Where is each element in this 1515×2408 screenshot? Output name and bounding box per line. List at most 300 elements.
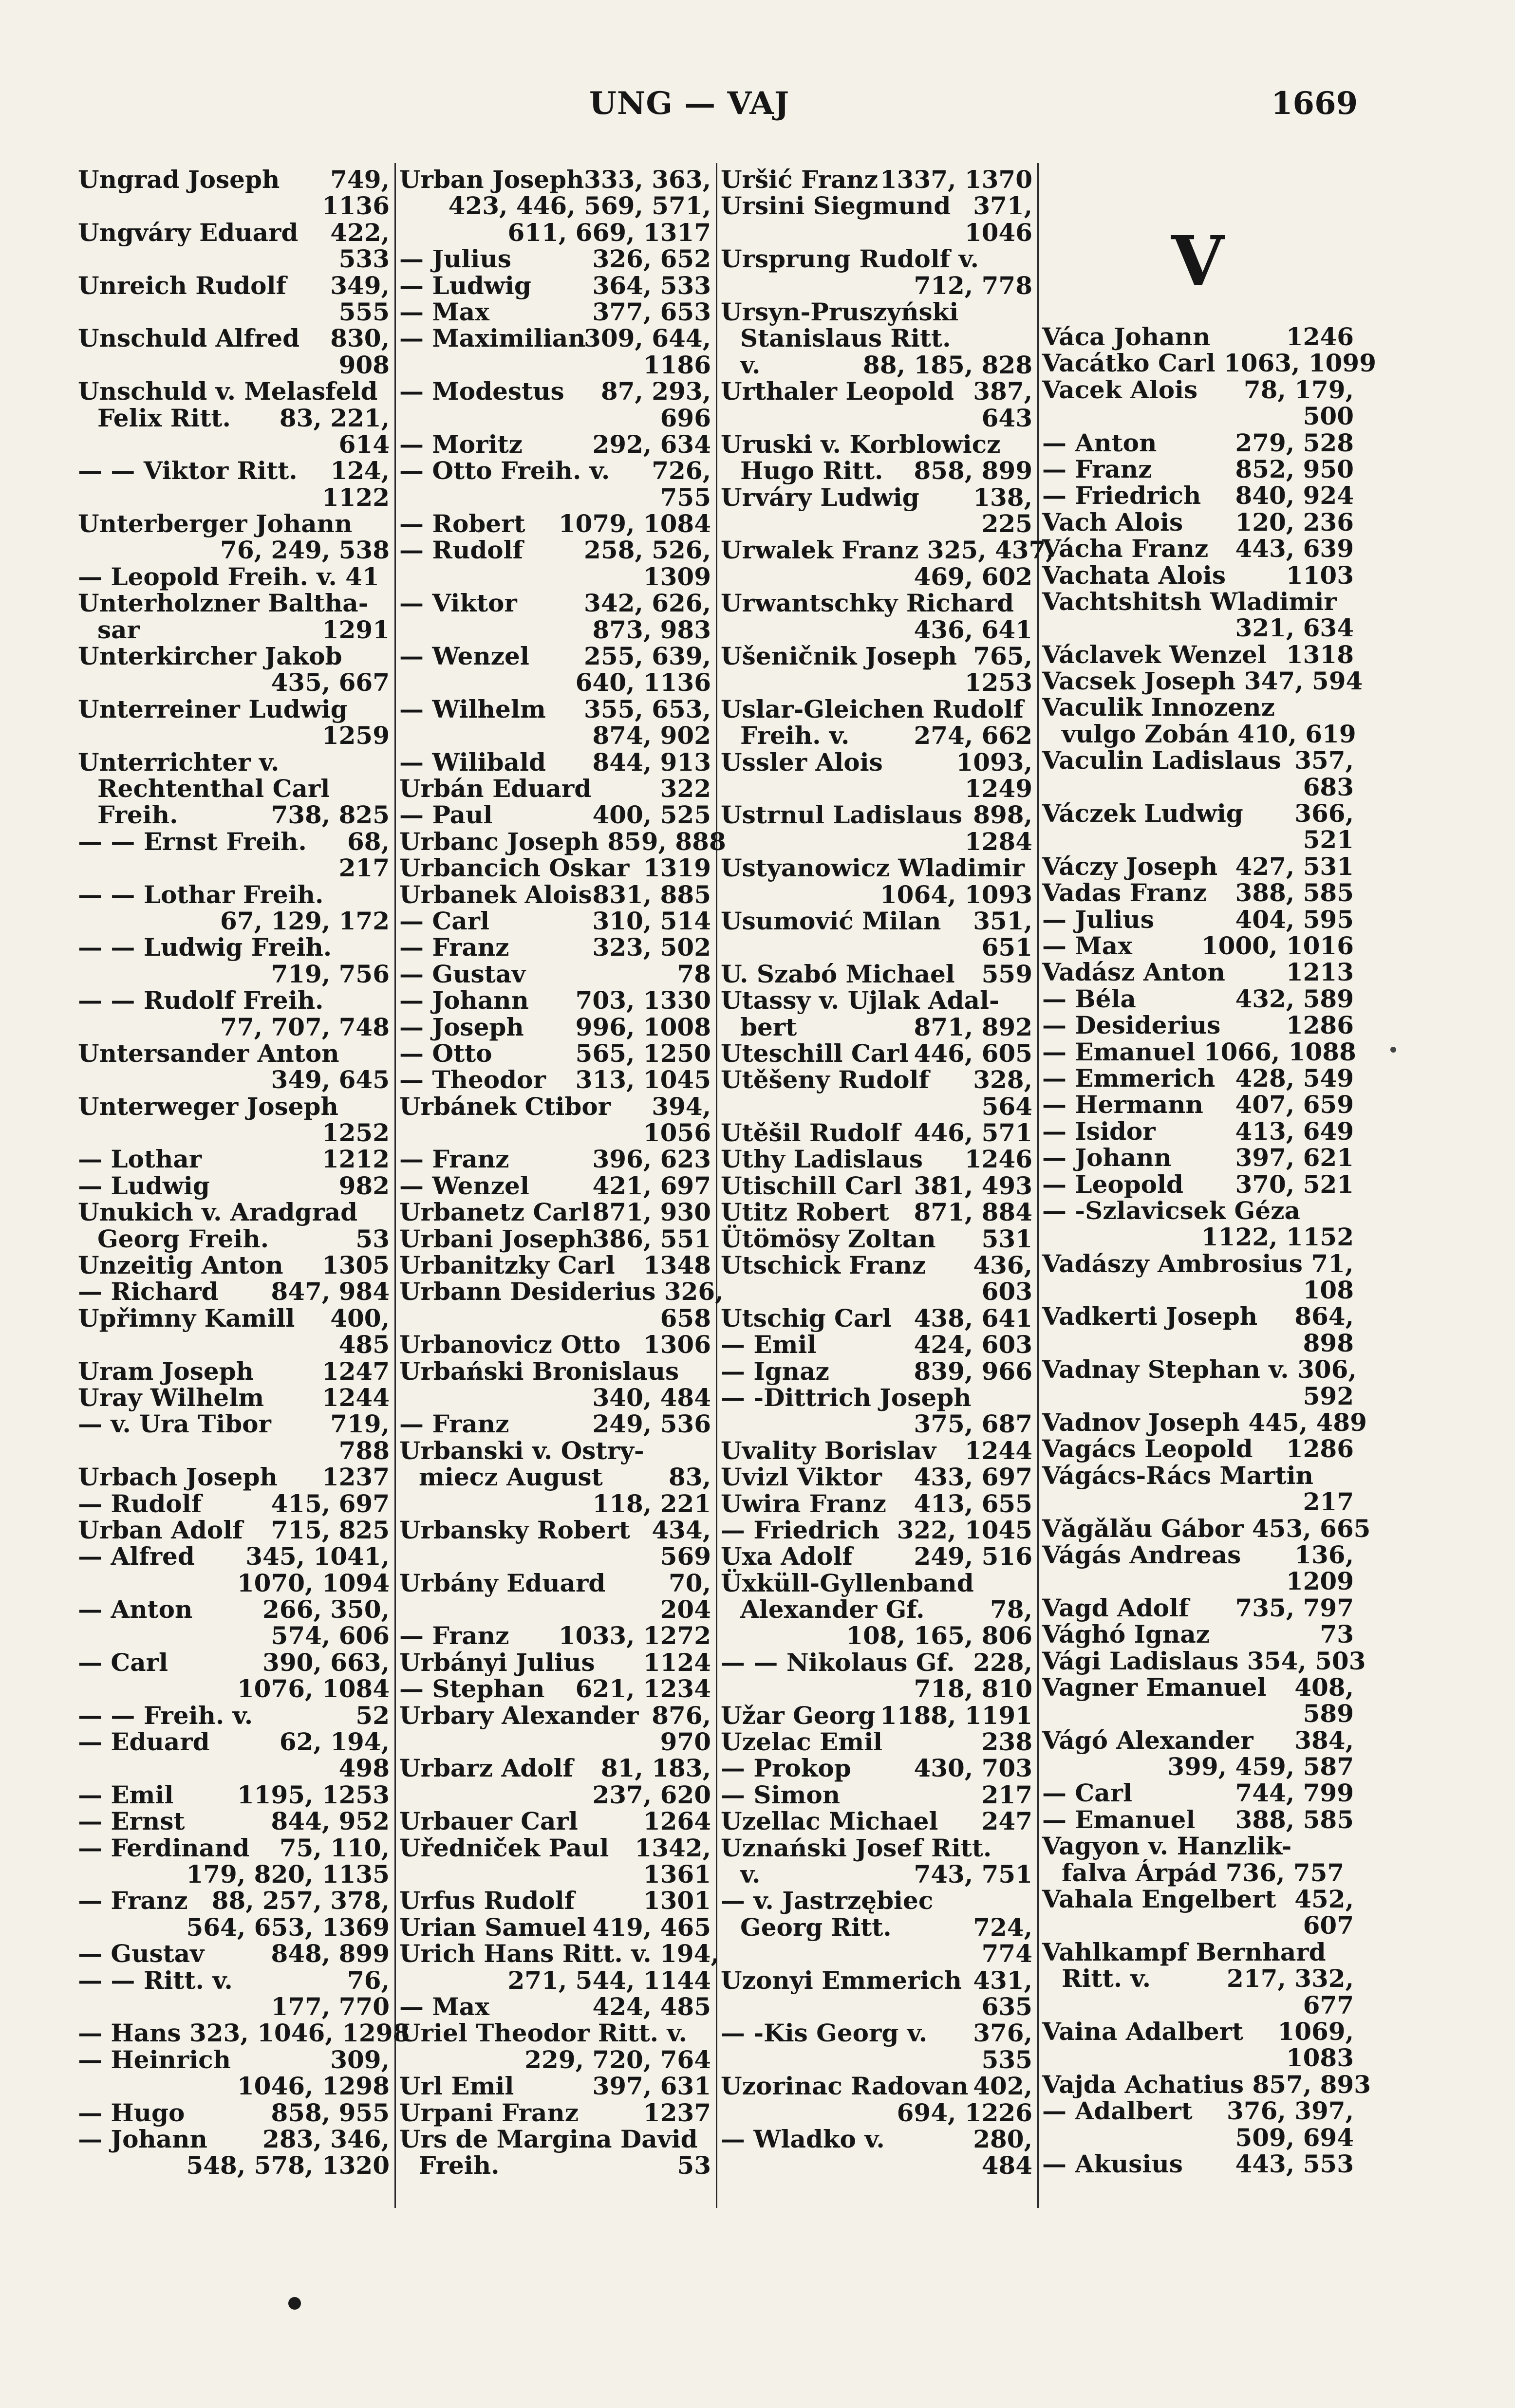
index-line [78, 1517, 390, 1543]
entry-name: Url Emil [399, 2072, 514, 2101]
entry-page-numbers: 1252 [321, 1118, 390, 1148]
entry-page-numbers: 1033, 1272 [558, 1621, 711, 1650]
index-line [399, 1093, 711, 1120]
entry-name: Unterweger Joseph [78, 1092, 338, 1121]
index-line [78, 431, 390, 458]
entry-page-numbers: 683 [1303, 772, 1354, 801]
entry-name: — -Dittrich Joseph [721, 1383, 972, 1412]
index-line [1042, 1754, 1354, 1780]
index-line [721, 749, 1032, 776]
index-line [78, 564, 390, 590]
entry-name: Ussler Alois [721, 747, 883, 777]
index-line [399, 1067, 711, 1093]
index-line [1042, 1224, 1354, 1250]
entry-name: Uzorinac Radovan [721, 2072, 969, 2101]
entry-name: — Johann [78, 2124, 207, 2153]
entry-page-numbers: 274, 662 [914, 721, 1032, 750]
entry-page-numbers: 1136 [321, 191, 390, 221]
entry-page-numbers: 535 [981, 2045, 1032, 2074]
entry-name: — Prokop [721, 1754, 851, 1783]
entry-name: Utschick Franz [721, 1251, 926, 1280]
entry-name: — Emanuel [1042, 1805, 1196, 1834]
entry-page-numbers: 108, 165, 806 [846, 1621, 1032, 1650]
entry-name: Uram Joseph [78, 1356, 254, 1386]
entry-name: Utschig Carl [721, 1303, 892, 1333]
entry-page-numbers: 788 [338, 1436, 390, 1465]
index-line [78, 1120, 390, 1146]
entry-name: Vagács Leopold [1042, 1434, 1253, 1463]
index-column-1 [78, 165, 410, 2180]
index-line [1042, 1939, 1354, 1965]
index-line [1042, 1833, 1354, 1859]
index-line [721, 1067, 1032, 1093]
index-line [1042, 1912, 1354, 1939]
index-line [78, 193, 390, 219]
entry-page-numbers: 108 [1303, 1276, 1354, 1305]
index-line [1042, 1251, 1354, 1277]
entry-page-numbers: 376, 397, [1227, 2096, 1354, 2126]
index-line [399, 1332, 711, 1358]
index-line [78, 1755, 390, 1781]
entry-name: — Johann [399, 986, 529, 1015]
entry-page-numbers: 719, [330, 1409, 390, 1439]
entry-page-numbers: 427, 531 [1235, 852, 1354, 881]
index-line [78, 352, 390, 378]
entry-page-numbers: 1319 [643, 853, 711, 883]
entry-page-numbers: 749, [330, 165, 390, 194]
entry-page-numbers: 1070, 1094 [237, 1568, 390, 1597]
entry-name: — v. Ura Tibor [78, 1409, 271, 1439]
entry-name: Georg Ritt. [740, 1912, 892, 1942]
index-line [721, 2047, 1032, 2073]
index-line [1042, 1436, 1354, 1462]
entry-page-numbers: 607 [1303, 1911, 1354, 1940]
entry-page-numbers: 1076, 1084 [237, 1674, 390, 1704]
page-header [0, 85, 1515, 139]
entry-name: Urpani Franz [399, 2098, 579, 2127]
entry-name: — Eduard [78, 1727, 210, 1757]
entry-page-numbers: 1237 [321, 1463, 390, 1492]
entry-page-numbers: 898, [973, 800, 1032, 830]
entry-page-numbers: 394, [652, 1092, 711, 1121]
index-line [78, 405, 390, 431]
index-line [1042, 1039, 1354, 1065]
entry-page-numbers: 1318 [1286, 640, 1354, 669]
entry-page-numbers: 603 [981, 1277, 1032, 1306]
entry-page-numbers: 387, [973, 377, 1032, 406]
index-line [78, 617, 390, 643]
index-line [399, 1491, 711, 1517]
index-line [1042, 562, 1354, 589]
entry-page-numbers: 1213 [1286, 958, 1354, 987]
entry-page-numbers: 407, 659 [1235, 1090, 1354, 1119]
index-line [721, 1358, 1032, 1385]
index-line [1042, 403, 1354, 429]
index-line [1042, 349, 1377, 378]
entry-page-numbers: 844, 913 [592, 747, 711, 777]
index-line [78, 855, 390, 881]
entry-name: Vághó Ignaz [1042, 1620, 1210, 1649]
index-line [1042, 1780, 1354, 1806]
entry-page-numbers: 67, 129, 172 [220, 906, 390, 935]
index-line [399, 2020, 711, 2046]
entry-page-numbers: 774 [981, 1939, 1032, 1968]
index-line [78, 882, 390, 908]
entry-page-numbers: 357, [1294, 746, 1354, 775]
index-line [78, 669, 390, 696]
index-line [1042, 1621, 1354, 1648]
index-line [721, 1014, 1032, 1040]
entry-page-numbers: 377, 653 [592, 297, 711, 326]
index-line [721, 299, 1032, 325]
entry-page-numbers: 548, 578, 1320 [186, 2151, 390, 2180]
entry-name: — Moritz [399, 429, 523, 459]
entry-name: Vagd Adolf [1042, 1593, 1189, 1622]
index-line [721, 1808, 1032, 1834]
index-line [78, 1411, 390, 1437]
entry-name: — -Kis Georg v. [721, 2019, 928, 2048]
entry-page-numbers: 364, 533 [592, 271, 711, 300]
entry-name: — Heinrich [78, 2045, 231, 2074]
entry-name: Vǎgǎlǎu Gábor 453, 665 [1042, 1514, 1371, 1543]
index-line [1042, 1568, 1354, 1594]
index-line [721, 617, 1032, 643]
entry-name: Uzelac Emil [721, 1727, 883, 1757]
index-line [399, 167, 711, 193]
entry-name: Vajda Achatius 857, 893 [1042, 2070, 1371, 2099]
entry-name: Upřimny Kamill [78, 1303, 295, 1333]
entry-page-numbers: 177, 770 [271, 1992, 390, 2021]
entry-page-numbers: 565, 1250 [575, 1038, 711, 1068]
index-line [721, 1861, 1032, 1888]
entry-name: — Friedrich [1042, 481, 1201, 510]
entry-page-numbers: 755 [660, 482, 711, 512]
index-line [721, 1941, 1032, 1967]
entry-name: Vadkerti Joseph [1042, 1302, 1258, 1331]
entry-name: falva Árpád 736, 757 [1062, 1858, 1345, 1887]
entry-page-numbers: 852, 950 [1235, 454, 1354, 483]
entry-name: Urváry Ludwig [721, 482, 919, 512]
entry-page-numbers: 1249 [964, 774, 1032, 803]
entry-name: Vaculik Innozenz [1042, 693, 1275, 722]
index-line [721, 829, 1032, 855]
entry-name: Vadászy Ambrosius 71, [1042, 1249, 1354, 1278]
entry-page-numbers: 574, 606 [271, 1621, 390, 1650]
entry-page-numbers: 309, 644, [584, 324, 711, 353]
index-line [1042, 615, 1354, 641]
entry-name: — Franz [399, 1621, 509, 1650]
entry-name: Ustyanowicz Wladimir [721, 853, 1025, 883]
index-line [399, 564, 711, 590]
entry-page-numbers: 1188, 1191 [879, 1701, 1032, 1730]
entry-name: Vahala Engelbert [1042, 1885, 1276, 1914]
entry-page-numbers: 718, 810 [914, 1674, 1032, 1704]
index-line [399, 1914, 711, 1941]
entry-name: Ursprung Rudolf v. [721, 244, 979, 274]
index-line [399, 325, 711, 352]
entry-name: Uzonyi Emmerich [721, 1965, 962, 1995]
entry-page-numbers: 434, [652, 1515, 711, 1544]
entry-name: Uteschill Carl [721, 1038, 909, 1068]
entry-name: Stanislaus Ritt. [740, 324, 951, 353]
entry-page-numbers: 217 [338, 853, 390, 883]
entry-page-numbers: 744, 799 [1235, 1778, 1354, 1808]
index-line [721, 1623, 1032, 1649]
index-line [1042, 2070, 1371, 2099]
entry-name: Uxa Adolf [721, 1542, 853, 1571]
entry-page-numbers: 321, 634 [1235, 613, 1354, 643]
index-line [399, 802, 711, 828]
entry-page-numbers: 68, [347, 827, 390, 856]
index-line [78, 696, 390, 722]
index-line [1042, 1886, 1354, 1912]
entry-name: Vácha Franz [1042, 534, 1209, 563]
entry-name: — Max [1042, 931, 1132, 960]
index-line [721, 855, 1032, 881]
index-line [399, 2047, 711, 2073]
index-line [78, 908, 390, 934]
entry-name: Vadnov Joseph 445, 489 [1042, 1408, 1367, 1437]
entry-page-numbers: 404, 595 [1235, 905, 1354, 934]
entry-name: Urbański Bronislaus [399, 1356, 679, 1386]
entry-page-numbers: 355, 653, [584, 694, 711, 723]
index-line [399, 1226, 711, 1252]
entry-name: Vágács-Rács Martin [1042, 1461, 1313, 1490]
entry-name: — Stephan [399, 1674, 545, 1704]
entry-page-numbers: 255, 639, [584, 642, 711, 671]
entry-page-numbers: 1305 [321, 1251, 390, 1280]
index-line [1042, 1330, 1354, 1356]
index-line [399, 273, 711, 299]
index-line [78, 590, 390, 616]
index-line [721, 2073, 1032, 2099]
index-line [1042, 2019, 1354, 2045]
index-line [1042, 1965, 1354, 1992]
entry-page-numbers: 400, [330, 1303, 390, 1333]
entry-page-numbers: 848, 899 [271, 1939, 390, 1968]
index-line [1042, 1118, 1354, 1145]
index-line [78, 1649, 390, 1676]
entry-page-numbers: 1284 [964, 827, 1032, 856]
entry-name: — Ferdinand [78, 1833, 250, 1862]
entry-page-numbers: 858, 899 [914, 456, 1032, 485]
entry-name: Vadnay Stephan v. 306, [1042, 1355, 1357, 1384]
entry-name: Urbanc Joseph 859, 888 [399, 827, 726, 856]
entry-page-numbers: 309, [330, 2045, 390, 2074]
entry-page-numbers: 323, 502 [592, 933, 711, 962]
entry-page-numbers: 413, 655 [914, 1489, 1032, 1518]
entry-name: Rechtenthal Carl [97, 774, 330, 803]
index-line [721, 934, 1032, 961]
index-line [399, 1729, 711, 1755]
index-line [78, 1146, 390, 1172]
entry-page-numbers: 88, 257, 378, [211, 1886, 390, 1915]
entry-name: — — Ludwig Freih. [78, 933, 332, 962]
column-rule [394, 163, 396, 2208]
entry-name: Ritt. v. [1062, 1964, 1151, 1993]
entry-page-numbers: 1122, 1152 [1201, 1223, 1354, 1252]
index-line [399, 484, 711, 511]
index-line [721, 1888, 1032, 1914]
entry-name: Urbary Alexander [399, 1701, 639, 1730]
entry-page-numbers: 228, [973, 1648, 1032, 1677]
entry-name: Hugo Ritt. [740, 456, 883, 485]
index-line [721, 802, 1032, 828]
index-column-4 [1042, 322, 1377, 2178]
entry-name: — Otto [399, 1038, 492, 1068]
index-line [78, 1941, 390, 1967]
entry-page-numbers: 569 [660, 1542, 711, 1571]
index-line [721, 1491, 1032, 1517]
entry-page-numbers: 677 [1303, 1990, 1354, 2019]
entry-page-numbers: 438, 641 [914, 1303, 1032, 1333]
index-line [1042, 2151, 1354, 2177]
index-line [721, 1411, 1032, 1437]
index-line [1042, 1383, 1354, 1409]
entry-page-numbers: 871, 884 [914, 1198, 1032, 1227]
index-line [399, 1146, 711, 1172]
index-line [78, 458, 390, 484]
index-line [399, 961, 711, 987]
entry-page-numbers: 898 [1303, 1328, 1354, 1357]
index-line [78, 484, 390, 511]
entry-page-numbers: 118, 221 [592, 1489, 711, 1518]
entry-page-numbers: 258, 526, [584, 536, 711, 565]
entry-page-numbers: 70, [669, 1568, 711, 1597]
entry-name: Urbauer Carl [399, 1807, 578, 1836]
entry-page-numbers: 340, 484 [592, 1383, 711, 1412]
entry-name: — Ernst [78, 1807, 185, 1836]
index-line [721, 405, 1032, 431]
entry-name: Vacátko Carl 1063, 1099 [1042, 349, 1377, 378]
index-line [78, 987, 390, 1014]
entry-name: — Ignaz [721, 1356, 829, 1386]
entry-page-numbers: 217, 332, [1227, 1964, 1354, 1993]
entry-page-numbers: 1069, [1277, 2017, 1354, 2046]
running-head: UNG — VAJ [589, 85, 790, 122]
index-line [721, 564, 1032, 590]
index-line [399, 511, 711, 537]
entry-name: — — Ernst Freih. [78, 827, 307, 856]
index-line [721, 246, 1032, 272]
entry-page-numbers: 1309 [643, 562, 711, 591]
index-line [721, 273, 1032, 299]
entry-name: Üxküll-Gyllenband [721, 1568, 974, 1597]
index-line [399, 1570, 711, 1596]
entry-page-numbers: 433, 697 [914, 1463, 1032, 1492]
ink-spot [288, 2297, 301, 2310]
index-line [399, 669, 711, 696]
entry-page-numbers: 1122 [321, 482, 390, 512]
entry-page-numbers: 908 [338, 350, 390, 379]
index-line [78, 1014, 390, 1040]
entry-page-numbers: 743, 751 [914, 1860, 1032, 1889]
entry-name: Untersander Anton [78, 1038, 339, 1068]
entry-page-numbers: 1186 [643, 350, 711, 379]
index-line [78, 1967, 390, 1994]
index-line [78, 325, 390, 352]
entry-name: Urbani Joseph [399, 1224, 594, 1253]
entry-page-numbers: 485 [338, 1330, 390, 1359]
index-line [1042, 536, 1354, 562]
index-line [1042, 721, 1354, 747]
index-line [721, 458, 1032, 484]
index-line [399, 987, 711, 1014]
entry-name: Užar Georg [721, 1701, 876, 1730]
entry-name: Urbány Eduard [399, 1568, 606, 1597]
entry-name: — Anton [1042, 428, 1157, 457]
index-line [399, 1623, 711, 1649]
entry-page-numbers: 408, [1294, 1672, 1354, 1702]
entry-name: — Franz [399, 1145, 509, 1174]
entry-name: Felix Ritt. [97, 403, 231, 432]
index-line [1042, 986, 1354, 1012]
entry-page-numbers: 1246 [1286, 322, 1354, 351]
entry-name: Urthaler Leopold [721, 377, 954, 406]
entry-page-numbers: 136, [1294, 1540, 1354, 1569]
entry-page-numbers: 204 [660, 1595, 711, 1624]
column-rule [1037, 163, 1039, 2208]
entry-page-numbers: 452, [1294, 1885, 1354, 1914]
index-line [399, 1252, 711, 1278]
entry-name: Vaina Adalbert [1042, 2017, 1244, 2046]
entry-name: Urbanski v. Ostry- [399, 1436, 644, 1465]
index-line [721, 987, 1032, 1014]
entry-name: Vaculin Ladislaus [1042, 746, 1281, 775]
entry-page-numbers: 179, 820, 1135 [186, 1860, 390, 1889]
entry-name: — — Lothar Freih. [78, 880, 324, 909]
index-line [78, 1888, 390, 1914]
index-line [78, 829, 390, 855]
entry-page-numbers: 381, 493 [914, 1171, 1032, 1200]
entry-page-numbers: 1286 [1286, 1434, 1354, 1463]
entry-page-numbers: 446, 571 [914, 1118, 1032, 1148]
index-line [721, 590, 1032, 616]
index-line [1042, 959, 1354, 985]
entry-name: Uriel Theodor Ritt. v. [399, 2019, 687, 2048]
entry-page-numbers: 611, 669, 1317 [507, 218, 711, 247]
index-line [721, 325, 1032, 352]
index-line [1042, 880, 1354, 906]
index-line [78, 1808, 390, 1834]
entry-page-numbers: 322 [660, 774, 711, 803]
index-line [721, 1464, 1032, 1490]
index-line [78, 378, 390, 405]
entry-name: Utěšeny Rudolf [721, 1065, 930, 1094]
index-line [1042, 774, 1354, 800]
index-line [721, 1173, 1032, 1199]
entry-page-numbers: 873, 983 [592, 615, 711, 644]
entry-page-numbers: 533 [338, 244, 390, 274]
entry-page-numbers: 283, 346, [262, 2124, 390, 2153]
entry-page-numbers: 500 [1303, 402, 1354, 431]
entry-name: — — Rudolf Freih. [78, 986, 324, 1015]
index-line [721, 1252, 1032, 1278]
entry-page-numbers: 342, 626, [584, 589, 711, 618]
entry-name: — Leopold Freih. v. 41 [78, 562, 379, 591]
index-line [1042, 2098, 1354, 2124]
entry-page-numbers: 738, 825 [271, 800, 390, 830]
entry-name: Váczek Ludwig [1042, 799, 1243, 828]
entry-name: Urbanek Alois [399, 880, 592, 909]
entry-page-numbers: 386, 551 [592, 1224, 711, 1253]
page-number: 1669 [1271, 85, 1358, 122]
entry-name: — Hans 323, 1046, 1298 [78, 2019, 410, 2048]
index-line [1042, 1807, 1354, 1833]
index-line [721, 882, 1032, 908]
index-line [721, 1146, 1032, 1172]
entry-page-numbers: 397, 621 [1235, 1143, 1354, 1172]
